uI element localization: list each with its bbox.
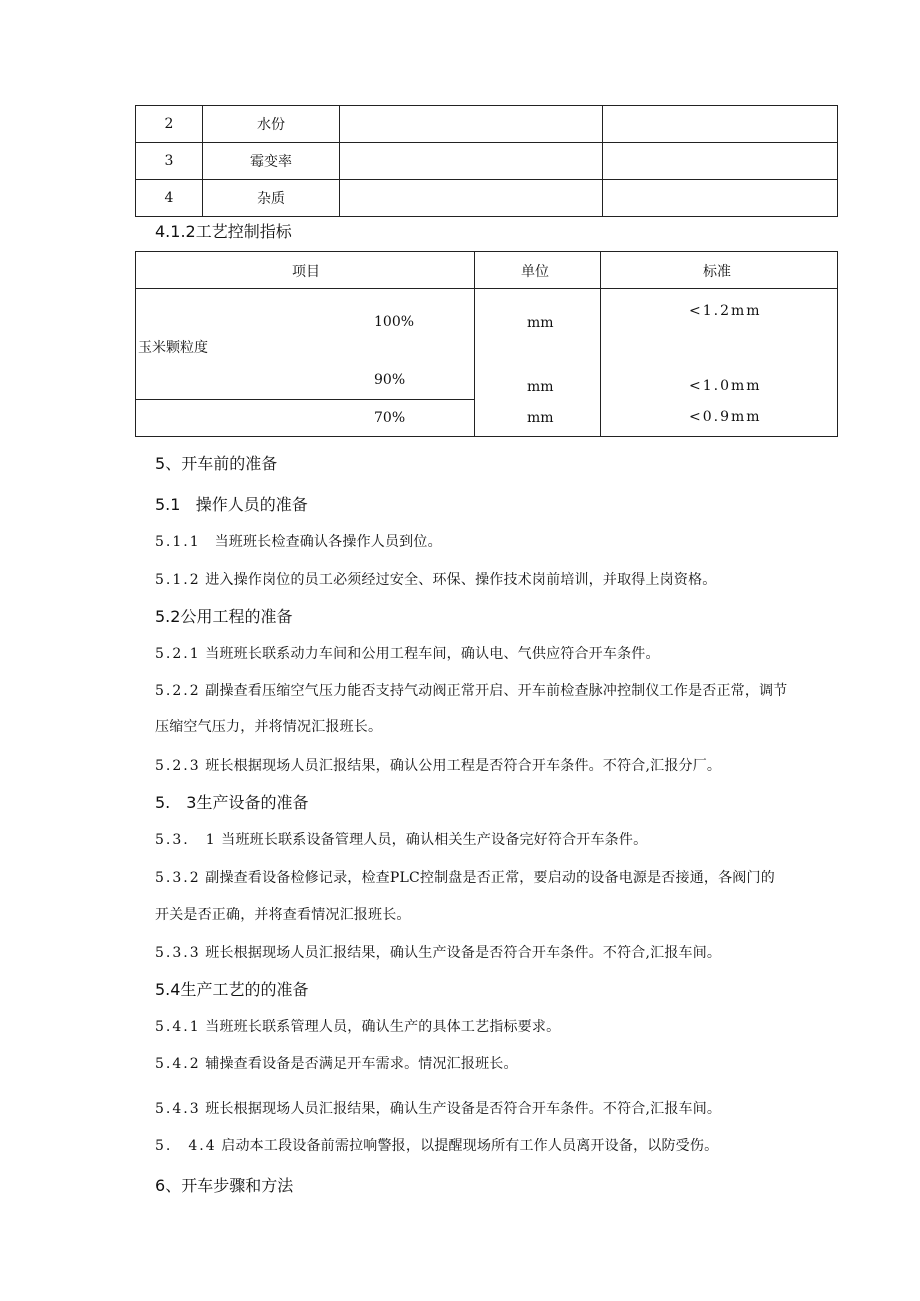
para-5-3-1 [155,829,647,849]
para-text: 压缩空气压力，并将情况汇报班长。 [155,719,383,735]
empty-cell [340,106,603,143]
para-text: 班长根据现场人员汇报结果，确认生产设备是否符合开车条件。不符合,汇报车间。 [205,945,722,961]
para-text: 开关是否正确，并将查看情况汇报班长。 [155,907,411,923]
section-5-4-heading [155,977,308,1000]
table-row [136,106,838,143]
para-text: 当班班长联系动力车间和公用工程车间，确认电、气供应符合开车条件。 [205,646,660,662]
row-item: 水份 [203,106,340,143]
section-5-1-heading [155,492,308,515]
para-text: 进入操作岗位的员工必须经过安全、环保、操作技术岗前培训，并取得上岗资格。 [205,572,717,588]
quality-table [135,105,838,217]
para-number: 5.2.3 [155,758,201,774]
para-number: 5.4.3 [155,1101,201,1117]
percent-100: 100% [374,314,415,330]
section-number: 5.1 [155,495,181,514]
unit-cell: mm [527,315,554,331]
table-row [136,143,838,180]
heading-4-1-2 [155,219,292,242]
section-5-3-heading [155,790,308,813]
section-title: 生产设备的准备 [196,793,309,812]
para-5-3-2-cont [155,904,411,924]
row-label: 玉米颗粒度 [138,340,208,356]
para-text: 辅操查看设备是否满足开车需求。情况汇报班长。 [205,1056,518,1072]
para-text: 启动本工段设备前需拉响警报，以提醒现场所有工作人员离开设备，以防受伤。 [221,1138,719,1154]
para-number: 5. 4.4 [155,1138,217,1154]
header-item: 项目 [292,264,320,280]
section-title: 公用工程的准备 [180,607,293,626]
para-text: 当班班长联系设备管理人员，确认相关生产设备完好符合开车条件。 [221,832,648,848]
para-number: 5.4.1 [155,1019,201,1035]
para-number: 5.3.3 [155,945,201,961]
row-number: 4 [136,180,203,217]
para-5-4-1 [155,1016,560,1036]
percent-70: 70% [374,410,406,426]
para-number: 5.1.1 [155,534,201,550]
para-number: 5.2.1 [155,646,201,662]
para-number: 5.3. 1 [155,832,217,848]
separator: 、 [165,1176,182,1195]
header-standard: 标准 [703,264,731,280]
para-5-4-4 [155,1135,718,1155]
section-title: 操作人员的准备 [195,495,308,514]
empty-cell [603,180,838,217]
section-number: 5. 3 [155,793,197,812]
para-5-1-1 [155,531,442,551]
heading-number: 4.1.2 [155,222,196,241]
row-item: 霉变率 [203,143,340,180]
para-5-2-2-cont [155,716,382,736]
empty-cell [603,106,838,143]
section-5-2-heading [155,604,292,627]
separator: 、 [165,454,182,473]
row-number: 3 [136,143,203,180]
empty-cell [603,143,838,180]
para-5-2-2 [155,680,787,700]
unit-cell: mm [527,410,554,426]
section-title: 开车前的准备 [181,454,278,473]
para-text: 当班班长联系管理人员，确认生产的具体工艺指标要求。 [205,1019,561,1035]
para-number: 5.3.2 [155,870,201,886]
section-title: 生产工艺的的准备 [180,980,309,999]
empty-cell [340,143,603,180]
section-6-heading [155,1173,293,1196]
section-number: 6 [155,1176,166,1195]
para-text: 副操查看设备检修记录，检查PLC控制盘是否正常，要启动的设备电源是否接通，各阀门的 [205,870,775,886]
para-5-2-3 [155,755,721,775]
percent-90: 90% [374,372,406,388]
para-5-4-2 [155,1053,518,1073]
para-number: 5.2.2 [155,683,201,699]
para-5-3-3 [155,942,721,962]
para-number: 5.4.2 [155,1056,201,1072]
para-5-4-3 [155,1098,721,1118]
empty-cell [340,180,603,217]
unit-cell: mm [527,379,554,395]
section-5-heading [155,451,277,474]
para-text: 班长根据现场人员汇报结果，确认生产设备是否符合开车条件。不符合,汇报车间。 [205,1101,722,1117]
section-number: 5.2 [155,607,181,626]
header-unit: 单位 [521,264,549,280]
para-5-3-2 [155,867,775,887]
row-number: 2 [136,106,203,143]
heading-text: 工艺控制指标 [195,222,292,241]
section-number: 5.4 [155,980,181,999]
para-5-1-2 [155,569,716,589]
para-text: 班长根据现场人员汇报结果，确认公用工程是否符合开车条件。不符合,汇报分厂。 [205,758,722,774]
row-item: 杂质 [203,180,340,217]
para-text: 当班班长检查确认各操作人员到位。 [214,534,442,550]
para-text: 副操查看压缩空气压力能否支持气动阀正常开启、开车前检查脉冲控制仪工作是否正常，调节 [205,683,788,699]
para-5-2-1 [155,643,660,663]
standard-cell: <1.2mm [689,303,762,319]
section-title: 开车步骤和方法 [181,1176,294,1195]
standard-cell: <0.9mm [689,409,762,425]
section-number: 5 [155,454,166,473]
table-row [136,180,838,217]
standard-cell: <1.0mm [689,378,762,394]
para-number: 5.1.2 [155,572,201,588]
